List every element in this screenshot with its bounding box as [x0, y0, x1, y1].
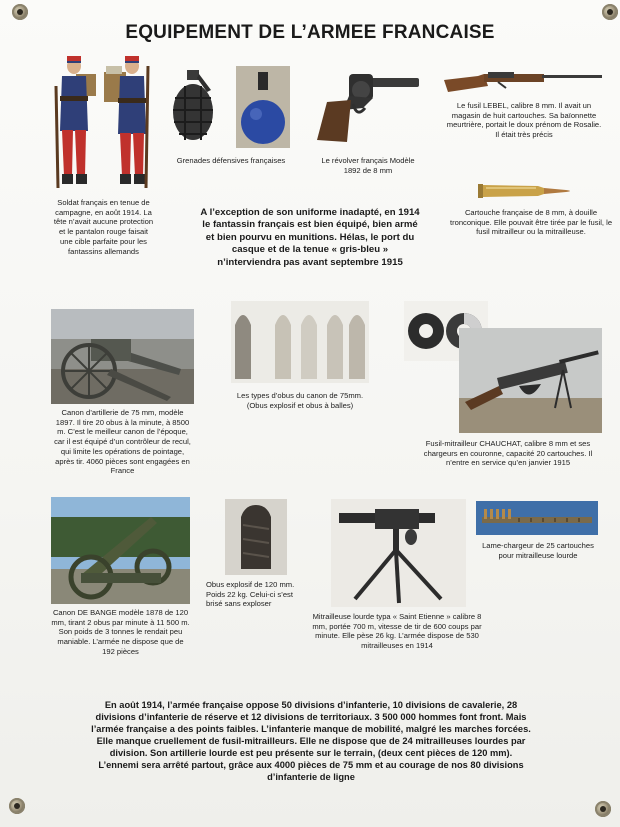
equipment-summary: A l’exception de son uniforme inadapté, en 1914 le fantassin français est bien équipé, bien armé et bien pourvu en munitions. Hélas, le port du casque et de la tenue « gris-bleu » n’interviendra pas avant septembre 1915	[200, 207, 420, 268]
revolver-image	[313, 70, 423, 146]
cartridge-strip-caption: Lame-chargeur de 25 cartouches pour mitrailleuse lourde	[482, 541, 594, 560]
obus-120-image	[225, 499, 287, 575]
cartridge-image	[478, 180, 576, 202]
soldiers-caption: Soldat français en tenue de campagne, en août 1914. La tête n’avait aucune protection et le pantalon rouge faisait une cible parfaite pour les fantassins allemands	[53, 198, 154, 256]
grommet-bottom-left	[9, 798, 25, 814]
saint-etienne-caption: Mitrailleuse lourde typa « Saint Etienne » calibre 8 mm, portée 700 m, vitesse de tir de 600 coups par minute. Elle pèse 26 kg. L’armée dispose de 530 mitrailleuses en 1914	[312, 612, 482, 651]
army-summary: En août 1914, l’armée française oppose 50 divisions d’infanterie, 10 divisions de cavalerie, 28 divisions d’infanterie de réserve et 12 divisions de territoriaux. 3 500 000 hommes font front. Mais l’armée française a des points faibles. L’infanterie manque de mobilité, malgré les marches forcées. Elle manque cruellement de fusil-mitrailleurs. Elle ne dispose que de 24 mitrailleuses lourdes par division. Son artillerie lourde est peu présente sur le terrain, (deux cent pièces de 120 mm). L’ennemi sera arrêté partout, grâce aux 4000 pièces de 75 mm et au courage de nos 80 divisions d’infanterie de ligne	[91, 700, 531, 783]
cartridge-strip-image	[476, 501, 598, 535]
shells-75-image	[231, 301, 369, 383]
canon-75-image	[51, 309, 194, 404]
chauchat-caption: Fusil-mitrailleur CHAUCHAT, calibre 8 mm et ses chargeurs en couronne, capacité 20 cartouches. Il n’entre en service qu’en janvier 1915	[423, 439, 593, 468]
canon-75-caption: Canon d’artillerie de 75 mm, modèle 1897. Il tire 20 obus à la minute, à 8500 m. C’est le meilleur canon de l’époque, car il est équipé d’un contrôleur de recul, qui limite les opérations de pointage, après tir. 4060 pièces sont engagées en France	[54, 408, 191, 476]
revolver-caption: Le révolver français Modèle 1892 de 8 mm	[321, 156, 415, 175]
grommet-bottom-right	[595, 801, 611, 817]
lebel-caption: Le fusil LEBEL, calibre 8 mm. Il avait un magasin de huit cartouches. Sa baïonnette meurtrière, portait le doux prénom de Rosalie. Il était très précis	[446, 101, 602, 140]
grenade-image	[167, 68, 219, 148]
chauchat-image	[459, 328, 602, 433]
de-bange-image	[51, 497, 190, 604]
grommet-top-right	[602, 4, 618, 20]
lebel-rifle-image	[444, 66, 604, 94]
de-bange-caption: Canon DE BANGE modèle 1878 de 120 mm, tirant 2 obus par minute à 11 500 m. Son poids de 3 tonnes le rendait peu maniable. L’armée ne dispose que de 192 pièces	[51, 608, 190, 656]
poster-title: EQUIPEMENT DE L’ARMEE FRANCAISE	[125, 22, 495, 43]
grenades-caption: Grenades défensives françaises	[176, 156, 286, 165]
soldiers-image	[50, 54, 155, 194]
cartridge-caption: Cartouche française de 8 mm, à douille tronconique. Elle pouvait être tirée par le fusil, le fusil mitrailleur ou la mitrailleuse.	[449, 208, 613, 237]
obus-120-caption: Obus explosif de 120 mm. Poids 22 kg. Celui-ci s’est brisé sans exploser	[206, 580, 295, 609]
blue-grenade-image	[236, 66, 290, 148]
saint-etienne-image	[331, 499, 466, 607]
grommet-top-left	[12, 4, 28, 20]
shells-75-caption: Les types d’obus du canon de 75mm. (Obus explosif et obus à balles)	[236, 391, 364, 410]
